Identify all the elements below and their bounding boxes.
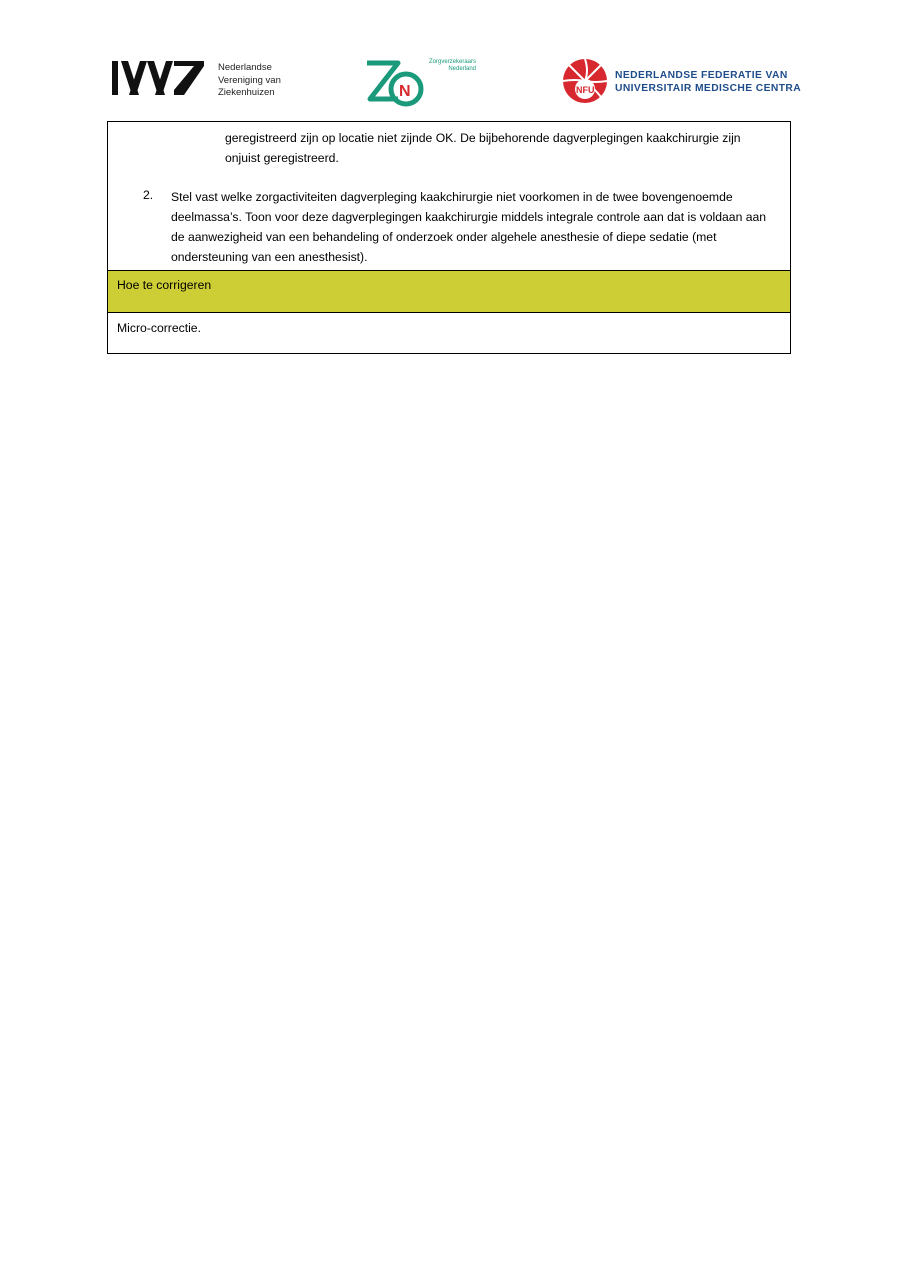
continuation-text: geregistreerd zijn op locatie niet zijnde OK. De bijbehorende dagverplegingen kaakchirurgie zijn onjuist geregistreerd. bbox=[225, 131, 741, 165]
zn-logo bbox=[364, 55, 426, 107]
list-item-text: Stel vast welke zorgactiviteiten dagverpleging kaakchirurgie niet voorkomen in de twee bovengenoemde deelmassa’s. Toon voor deze dagverplegingen kaakchirurgie middels integrale controle aan dat is voldaan aan de aanwezigheid van een behandeling of onderzoek onder algehele anesthesie of diepe sedatie (met ondersteuning van een anesthesist). bbox=[171, 190, 767, 264]
content-table bbox=[107, 121, 791, 354]
svg-text:NFU: NFU bbox=[576, 85, 595, 95]
nvz-name: Nederlandse Vereniging van Ziekenhuizen bbox=[218, 62, 281, 98]
zn-name: Zorgverzekeraars Nederland bbox=[428, 59, 476, 72]
list-item-number: 2. bbox=[143, 188, 154, 202]
section-heading: Hoe te corrigeren bbox=[117, 278, 212, 292]
section-body: Micro-correctie. bbox=[117, 321, 201, 335]
section-heading-row bbox=[108, 270, 790, 313]
nfu-logo bbox=[561, 57, 609, 105]
page-header bbox=[0, 55, 900, 110]
svg-text:N: N bbox=[399, 83, 411, 100]
nfu-name: NEDERLANDSE FEDERATIE VAN UNIVERSITAIR MEDISCHE CENTRA bbox=[615, 70, 802, 94]
nvz-logo bbox=[112, 61, 204, 95]
